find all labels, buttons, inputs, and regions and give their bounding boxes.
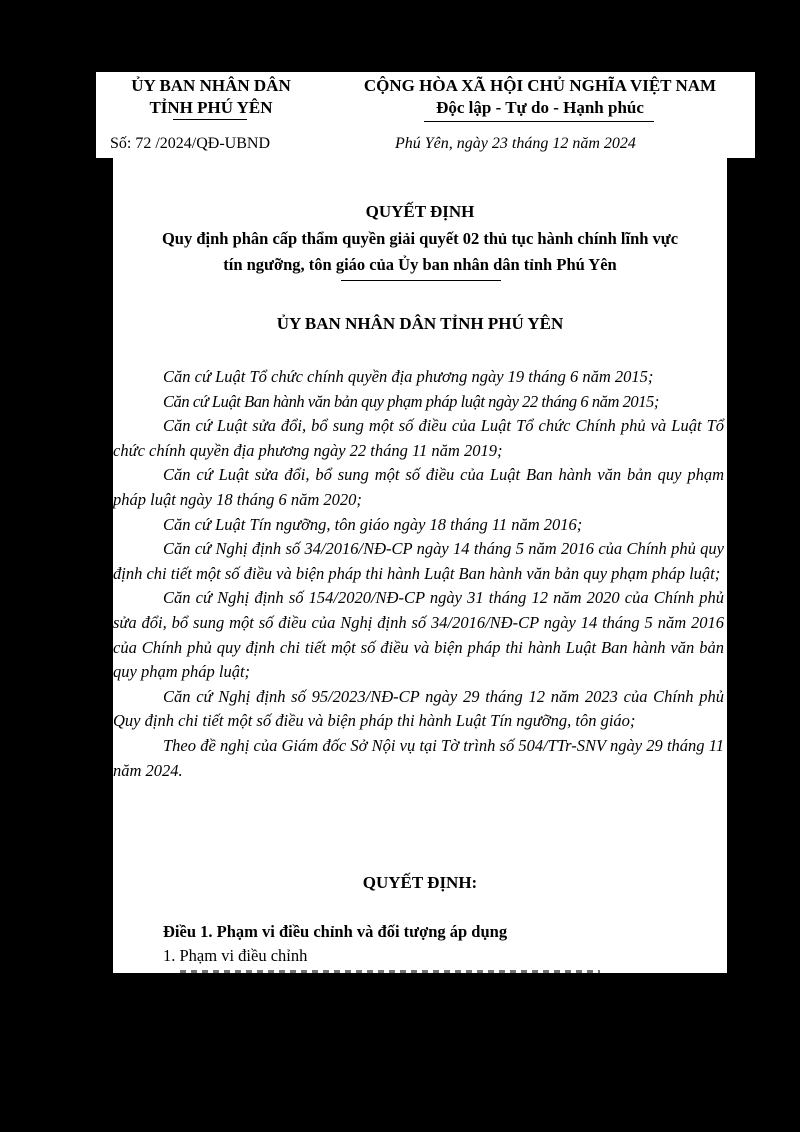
- cropped-next-line: [180, 970, 600, 973]
- article-1-heading: Điều 1. Phạm vi điều chỉnh và đối tượng áp dụng: [163, 922, 508, 941]
- title-underline: [341, 280, 501, 281]
- motto-underline: [424, 121, 654, 122]
- legal-basis-item: Căn cứ Luật sửa đổi, bổ sung một số điều của Luật Tổ chức Chính phủ và Luật Tổ chức chính quyền địa phương ngày 22 tháng 11 năm 2019;: [113, 416, 724, 460]
- legal-basis-item: Căn cứ Nghị định số 154/2020/NĐ-CP ngày 31 tháng 12 năm 2020 của Chính phủ sửa đổi, bổ sung một số điều của Nghị định số 34/2016/NĐ-CP ngày 14 tháng 5 năm 2016 của Chính phủ quy định chi tiết một số điều và biện pháp thi hành Luật Ban hành văn bản quy phạm pháp luật;: [113, 588, 724, 682]
- legal-bases: [113, 365, 724, 783]
- article-1-item-1: 1. Phạm vi điều chỉnh: [163, 946, 308, 965]
- issuing-org-line2: TỈNH PHÚ YÊN: [149, 98, 273, 117]
- document-number: Số: 72 /2024/QĐ-UBND: [110, 135, 271, 152]
- issuing-org-line1: ỦY BAN NHÂN DÂN: [131, 76, 291, 95]
- decision-heading: QUYẾT ĐỊNH:: [362, 873, 478, 892]
- document-date: Phú Yên, ngày 23 tháng 12 năm 2024: [395, 135, 636, 152]
- legal-basis-item: Căn cứ Luật Tín ngưỡng, tôn giáo ngày 18 tháng 11 năm 2016;: [163, 514, 583, 534]
- document-type-title: QUYẾT ĐỊNH: [365, 202, 475, 221]
- issuing-authority: ỦY BAN NHÂN DÂN TỈNH PHÚ YÊN: [276, 314, 564, 333]
- legal-basis-item: Căn cứ Nghị định số 34/2016/NĐ-CP ngày 14 tháng 5 năm 2016 của Chính phủ quy định chi tiết một số điều và biện pháp thi hành Luật Ban hành văn bản quy phạm pháp luật;: [113, 539, 724, 583]
- legal-basis-item: Căn cứ Luật Ban hành văn bản quy phạm pháp luật ngày 22 tháng 6 năm 2015;: [163, 391, 659, 411]
- summary-line-2: tín ngưỡng, tôn giáo của Ủy ban nhân dân tỉnh Phú Yên: [223, 255, 617, 274]
- org-underline: [173, 119, 247, 120]
- legal-basis-item: Căn cứ Nghị định số 95/2023/NĐ-CP ngày 29 tháng 12 năm 2023 của Chính phủ Quy định chi tiết một số điều và biện pháp thi hành Luật Tín ngưỡng, tôn giáo;: [113, 686, 724, 731]
- national-title: CỘNG HÒA XÃ HỘI CHỦ NGHĨA VIỆT NAM: [363, 76, 717, 95]
- legal-basis-item: Theo đề nghị của Giám đốc Sở Nội vụ tại Tờ trình số 504/TTr-SNV ngày 29 tháng 11 năm 2024.: [113, 735, 724, 780]
- legal-basis-item: Căn cứ Luật Tổ chức chính quyền địa phương ngày 19 tháng 6 năm 2015;: [163, 367, 654, 386]
- legal-basis-item: Căn cứ Luật sửa đổi, bổ sung một số điều của Luật Ban hành văn bản quy phạm pháp luật ngày 18 tháng 6 năm 2020;: [113, 465, 724, 509]
- national-motto: Độc lập - Tự do - Hạnh phúc: [436, 98, 644, 117]
- summary-line-1: Quy định phân cấp thẩm quyền giải quyết 02 thủ tục hành chính lĩnh vực: [161, 229, 679, 248]
